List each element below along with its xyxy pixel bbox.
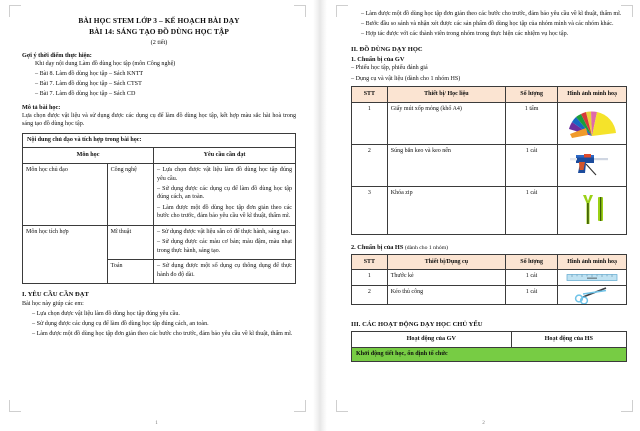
yeu-cau-item-2: – Sử dụng được các dụng cụ để làm đồ dùng học tập đúng cách, an toàn.	[32, 321, 209, 328]
crop-mark-bottom-left	[9, 400, 21, 412]
gv-row2-qty: 1 cái	[506, 144, 558, 186]
table-row	[352, 269, 627, 285]
goi-y-bullet-1: – Bài 8. Làm đồ dùng học tập – Sách KNTT	[35, 71, 144, 78]
gv-row1-image-cell	[558, 102, 627, 144]
table-row	[23, 148, 296, 164]
subsection-chuan-bi-gv: 1. Chuẩn bị của GV	[351, 55, 405, 63]
hs-col-so-luong: Số lượng	[506, 254, 558, 269]
gv-col-hinh-anh: Hình ảnh minh hoạ	[558, 87, 627, 102]
noi-dung-header-mon-hoc: Môn học	[23, 148, 154, 164]
row-subject-toan: Toán	[107, 259, 153, 283]
requirement-item: – Sử dụng được các màu cơ bản; màu đậm, màu nhạt trong thực hành, sáng tạo.	[157, 238, 292, 254]
hs-materials-table	[351, 254, 627, 305]
requirement-item: – Làm được một đồ dùng học tập đơn giản theo các bước cho trước, đảm bảo yêu cầu về kĩ thuật, thẩm mĩ.	[157, 204, 292, 220]
table-row	[23, 133, 296, 148]
chuan-bi-hs-note: (dành cho 1 nhóm)	[404, 244, 449, 251]
gv-row3-image-cell	[558, 186, 627, 234]
chuan-bi-hs-label: 2. Chuẩn bị của HS	[351, 243, 404, 251]
yeu-cau-item-1: – Lựa chọn được vật liệu làm đồ dùng học tập đúng yêu cầu.	[32, 311, 180, 318]
page-number-left: 1	[155, 420, 158, 426]
section-do-dung-day-hoc: II. ĐỒ DÙNG DẠY HỌC	[351, 45, 423, 53]
page-separator	[313, 0, 327, 431]
requirement-item: – Sử dụng được vật liệu sẵn có để thực hành, sáng tạo.	[157, 228, 290, 235]
row-requirements-toan	[154, 259, 296, 283]
activities-col-gv: Hoạt động của GV	[352, 331, 512, 347]
row-requirements-cong-nghe	[154, 163, 296, 225]
mo-ta-text: Lựa chọn được vật liệu và sử dụng được các dụng cụ để làm đồ dùng học tập, kết hợp màu sắc hài hoà trong sáng tạo đồ dùng học tập.	[22, 112, 296, 128]
row-subject-cong-nghe: Công nghệ	[107, 163, 153, 225]
glue-gun-icon	[558, 148, 626, 182]
gv-materials-table	[351, 86, 627, 234]
gv-row3-stt: 3	[352, 186, 388, 234]
table-row	[352, 285, 627, 304]
hs-row1-item: Thước kẻ	[387, 269, 505, 285]
table-row	[352, 186, 627, 234]
hs-row2-stt: 2	[352, 285, 388, 304]
gv-col-so-luong: Số lượng	[506, 87, 558, 102]
noi-dung-caption: Nội dung chủ đạo và tích hợp trong bài học:	[23, 133, 296, 148]
continued-item-1: – Làm được một đồ dùng học tập đơn giản theo các bước cho trước, đảm bảo yêu cầu về kĩ thuật, thẩm mĩ.	[361, 11, 622, 17]
document-subtitle: (2 tiết)	[150, 38, 168, 46]
hs-col-hinh-anh: Hình ảnh minh hoạ	[558, 254, 627, 269]
document-title-line2: BÀI 14: SÁNG TẠO ĐỒ DÙNG HỌC TẬP	[89, 26, 229, 36]
subsection-chuan-bi-hs	[351, 244, 627, 251]
crop-mark-top-left	[336, 5, 348, 17]
section-cac-hoat-dong: III. CÁC HOẠT ĐỘNG DẠY HỌC CHỦ YẾU	[351, 320, 483, 328]
noi-dung-table	[22, 133, 296, 284]
row-group-chu-dao: Môn học chủ đạo	[23, 163, 108, 225]
goi-y-bullet-3: – Bài 7. Làm đồ dùng học tập – Sách CD	[35, 91, 136, 98]
foam-sheets-fan-icon	[558, 106, 626, 140]
gv-row2-item: Súng bắn keo và keo nến	[387, 144, 505, 186]
yeu-cau-item-3: – Làm được một đồ dùng học tập đơn giản theo các bước cho trước, đảm bảo yêu cầu về kĩ thuật, thẩm mĩ.	[32, 331, 293, 338]
gv-row1-stt: 1	[352, 102, 388, 144]
section-yeu-cau-can-dat: I. YÊU CẦU CẦN ĐẠT	[22, 291, 89, 299]
gv-col-thiet-bi: Thiết bị/ Học liệu	[387, 87, 505, 102]
gv-row1-item: Giấy mút xốp mỏng (khổ A4)	[387, 102, 505, 144]
table-row	[23, 163, 296, 225]
requirement-item: – Sử dụng được một số dụng cụ thông dụng để thực hành đo độ dài.	[157, 263, 292, 278]
activities-table	[351, 331, 627, 362]
continued-item-2: – Bước đầu so sánh và nhận xét được các sản phẩm đồ dùng học tập của nhóm mình và các nhóm khác.	[361, 21, 614, 28]
hs-row2-item: Kéo thủ công	[387, 285, 505, 304]
table-row	[352, 102, 627, 144]
hs-col-stt: STT	[352, 254, 388, 269]
gv-col-stt: STT	[352, 87, 388, 102]
hs-row1-image-cell	[558, 269, 627, 285]
gv-item-2: – Dụng cụ và vật liệu (dành cho 1 nhóm HS)	[351, 75, 461, 82]
crop-mark-top-right	[294, 5, 306, 17]
gv-row2-stt: 2	[352, 144, 388, 186]
gv-item-1: – Phiếu học tập, phiếu đánh giá	[351, 65, 428, 72]
hs-row2-qty: 1 cái	[506, 285, 558, 304]
crop-mark-bottom-left	[336, 400, 348, 412]
row-requirements-mi-thuat	[154, 225, 296, 259]
goi-y-bullet-2: – Bài 7. Làm đồ dùng học tập – Sách CTST	[35, 81, 142, 88]
hs-col-thiet-bi: Thiết bị/Dụng cụ	[387, 254, 505, 269]
row-group-tich-hop: Môn học tích hợp	[23, 225, 108, 283]
noi-dung-header-yeu-cau: Yêu cầu cần đạt	[154, 148, 296, 164]
hs-row1-qty: 1 cái	[506, 269, 558, 285]
activities-col-hs: Hoạt động của HS	[511, 331, 627, 347]
gv-row1-qty: 1 tấm	[506, 102, 558, 144]
table-row	[352, 347, 627, 362]
table-header-row	[352, 87, 627, 102]
crop-mark-bottom-right	[621, 400, 633, 412]
document-title-line1: BÀI HỌC STEM LỚP 3 – KẾ HOẠCH BÀI DẠY	[78, 16, 240, 25]
activities-highlight-row: Khởi động tiết học, ổn định tổ chức	[352, 347, 627, 362]
gv-row3-item: Khóa zip	[387, 186, 505, 234]
crop-mark-top-right	[621, 5, 633, 17]
requirement-item: – Lựa chọn được vật liệu làm đồ dùng học tập đúng yêu cầu.	[157, 167, 292, 182]
ruler-icon	[558, 272, 626, 283]
page-left	[0, 0, 313, 431]
table-row	[23, 225, 296, 259]
crop-mark-bottom-right	[294, 400, 306, 412]
page-right	[327, 0, 640, 431]
mo-ta-heading: Mô tả bài học:	[22, 103, 61, 111]
gv-row3-qty: 1 cái	[506, 186, 558, 234]
hs-row2-image-cell	[558, 285, 627, 304]
hs-row1-stt: 1	[352, 269, 388, 285]
goi-y-line1: Khi dạy nội dung Làm đồ dùng học tập (môn Công nghệ)	[35, 60, 176, 67]
zipper-icon	[558, 192, 626, 228]
scissors-icon	[558, 286, 626, 304]
table-row	[352, 144, 627, 186]
crop-mark-top-left	[9, 5, 21, 17]
table-header-row	[352, 254, 627, 269]
row-subject-mi-thuat: Mĩ thuật	[107, 225, 153, 259]
yeu-cau-lead: Bài học này giúp các em:	[22, 301, 84, 308]
continued-item-3: – Hợp tác được với các thành viên trong nhóm trong thực hiện các nhiệm vụ học tập.	[361, 31, 569, 38]
page-number-right: 2	[482, 420, 485, 426]
gv-row2-image-cell	[558, 144, 627, 186]
requirement-item: – Sử dụng được các dụng cụ để làm đồ dùng học tập đúng cách, an toàn.	[157, 185, 292, 201]
goi-y-heading: Gợi ý thời điểm thực hiện:	[22, 51, 92, 59]
table-header-row	[352, 331, 627, 347]
